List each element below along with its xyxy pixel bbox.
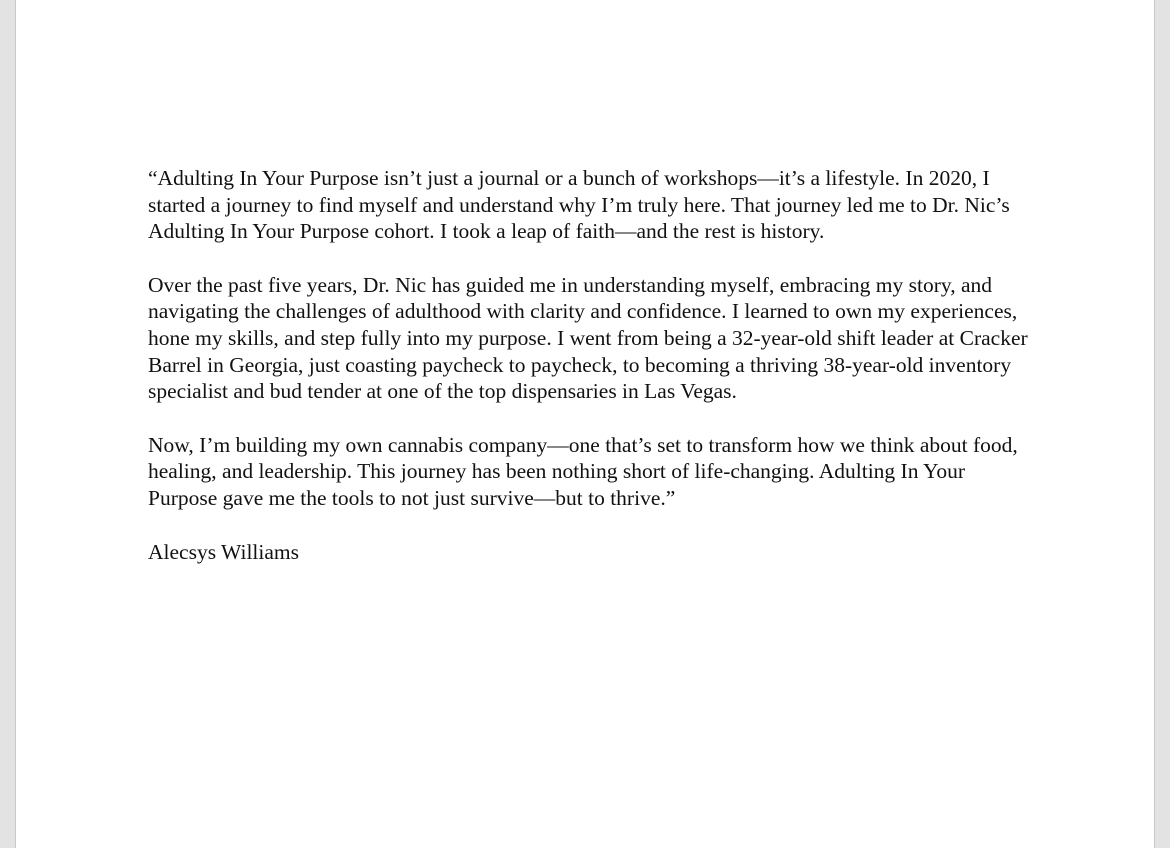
testimonial-paragraph-2: Over the past five years, Dr. Nic has guided me in understanding myself, embracing my story, and navigating the challenges of adulthood with clarity and confidence. I learned to own my experiences, hone my skills, and step fully into my purpose. I went from being a 32-year-old shift leader at Cracker Barrel in Georgia, just coasting paycheck to paycheck, to becoming a thriving 38-year-old inventory specialist and bud tender at one of the top dispensaries in Las Vegas. xyxy=(148,272,1028,404)
document-page xyxy=(15,0,1155,848)
testimonial-paragraph-1: “Adulting In Your Purpose isn’t just a journal or a bunch of workshops—it’s a lifestyle. In 2020, I started a journey to find myself and understand why I’m truly here. That journey led me to Dr. Nic’s Adulting In Your Purpose cohort. I took a leap of faith—and the rest is history. xyxy=(148,166,1010,244)
testimonial-body xyxy=(148,165,1028,565)
signature-name: Alecsys Williams xyxy=(148,539,300,564)
testimonial-paragraph-3: Now, I’m building my own cannabis company—one that’s set to transform how we think about food, healing, and leadership. This journey has been nothing short of life-changing. Adulting In Your Purpose gave me the tools to not just survive—but to thrive.” xyxy=(148,432,1018,510)
